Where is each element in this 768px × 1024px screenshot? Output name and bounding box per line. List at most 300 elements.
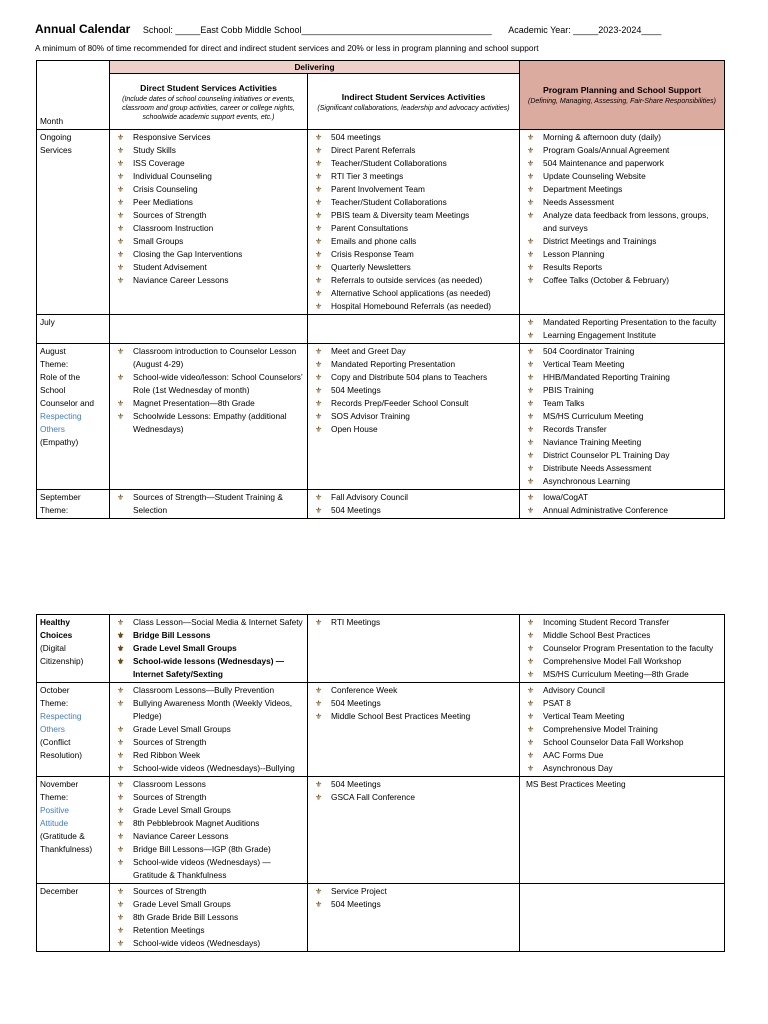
list-item (523, 462, 721, 475)
month-label-line: July (40, 317, 55, 327)
month-label-line: Attitude (40, 818, 69, 828)
list-item (113, 804, 304, 817)
page-title: Annual Calendar (35, 22, 131, 36)
list-item-text: School-wide lessons (Wednesdays) —Internet Safety/Sexting (133, 656, 285, 679)
list-item-text: Vertical Team Meeting (543, 711, 625, 721)
bullet-icon: ⚜ (117, 793, 125, 802)
month-label-line: December (40, 886, 79, 896)
indirect-cell (308, 683, 520, 777)
bullet-icon: ⚜ (315, 793, 323, 802)
bullet-icon: ⚜ (527, 477, 535, 486)
bullet-icon: ⚜ (527, 250, 535, 259)
list-item-text: Naviance Career Lessons (133, 275, 229, 285)
list-item-text: 504 Coordinator Training (543, 346, 635, 356)
bullet-icon: ⚜ (315, 399, 323, 408)
list-item-text: Lesson Planning (543, 249, 605, 259)
list-item-text: School-wide videos (Wednesdays)--Bullying (133, 763, 295, 773)
bullet-icon: ⚜ (527, 386, 535, 395)
bullet-icon: ⚜ (527, 373, 535, 382)
activity-list (523, 345, 721, 488)
list-item (523, 345, 721, 358)
list-item (311, 345, 516, 358)
list-item-text: Crisis Response Team (331, 249, 414, 259)
bullet-icon: ⚜ (527, 412, 535, 421)
indirect-subtitle: (Significant collaborations, leadership and advocacy activities) (317, 104, 510, 112)
direct-cell (110, 130, 308, 315)
month-label-line: October (40, 685, 70, 695)
bullet-icon: ⚜ (315, 780, 323, 789)
list-item-text: Grade Level Small Groups (133, 724, 231, 734)
month-label-line: (Conflict (40, 737, 71, 747)
bullet-icon: ⚜ (117, 276, 125, 285)
bullet-icon: ⚜ (527, 318, 535, 327)
bullet-icon: ⚜ (315, 887, 323, 896)
month-label-line: School (40, 385, 66, 395)
table-row (37, 683, 725, 777)
pp-plain-text: MS Best Practices Meeting (526, 779, 626, 789)
list-item-text: Naviance Training Meeting (543, 437, 642, 447)
list-item (113, 261, 304, 274)
bullet-icon: ⚜ (117, 764, 125, 773)
activity-list (113, 345, 304, 436)
month-label-line: Resolution) (40, 750, 82, 760)
direct-cell (110, 683, 308, 777)
list-item (311, 791, 516, 804)
table-row (37, 490, 725, 519)
list-item (523, 655, 721, 668)
bullet-icon: ⚜ (117, 738, 125, 747)
bullet-icon: ⚜ (117, 858, 125, 867)
pp-subtitle: (Defining, Managing, Assessing, Fair-Share Responsibilities) (528, 98, 716, 105)
bullet-icon: ⚜ (527, 618, 535, 627)
list-item (113, 817, 304, 830)
bullet-icon: ⚜ (527, 725, 535, 734)
bullet-icon: ⚜ (117, 347, 125, 356)
list-item-text: Parent Consultations (331, 223, 409, 233)
bullet-icon: ⚜ (315, 618, 323, 627)
list-item-text: Copy and Distribute 504 plans to Teachers (331, 372, 488, 382)
activity-list (311, 885, 516, 911)
bullet-icon: ⚜ (527, 399, 535, 408)
list-item-text: Grade Level Small Groups (133, 643, 237, 653)
direct-cell (110, 884, 308, 952)
month-label-line: Citizenship) (40, 656, 84, 666)
year-label: Academic Year: _____ (508, 25, 599, 35)
list-item-text: Naviance Career Lessons (133, 831, 229, 841)
bullet-icon: ⚜ (117, 686, 125, 695)
list-item (311, 885, 516, 898)
list-item (523, 131, 721, 144)
list-item (311, 423, 516, 436)
direct-title: Direct Student Services Activities (140, 82, 277, 93)
bullet-icon: ⚜ (315, 699, 323, 708)
program-planning-header (520, 61, 725, 130)
list-item (113, 778, 304, 791)
list-item (523, 749, 721, 762)
list-item (523, 642, 721, 655)
bullet-icon: ⚜ (315, 172, 323, 181)
bullet-icon: ⚜ (527, 360, 535, 369)
indirect-cell (308, 130, 520, 315)
calendar-table-1 (36, 60, 725, 519)
school-value: East Cobb Middle School (200, 25, 302, 35)
list-item (523, 710, 721, 723)
list-item-text: Sources of Strength—Student Training & Selection (133, 492, 283, 515)
list-item (523, 504, 721, 517)
list-item (523, 762, 721, 775)
list-item-text: Mandated Reporting Presentation (331, 359, 456, 369)
list-item (311, 616, 516, 629)
list-item-text: Asynchronous Day (543, 763, 613, 773)
list-item (311, 170, 516, 183)
bullet-icon: ⚜ (117, 172, 125, 181)
list-item (113, 856, 304, 882)
list-item (523, 170, 721, 183)
list-item-text: Retention Meetings (133, 925, 205, 935)
bullet-icon: ⚜ (117, 657, 125, 666)
list-item (311, 684, 516, 697)
bullet-icon: ⚜ (117, 146, 125, 155)
bullet-icon: ⚜ (117, 751, 125, 760)
month-label-line: Ongoing (40, 132, 72, 142)
month-label-line: (Empathy) (40, 437, 79, 447)
month-label-line: Respecting (40, 411, 82, 421)
school-label: School: _____ (142, 25, 201, 35)
bullet-icon: ⚜ (117, 699, 125, 708)
bullet-icon: ⚜ (315, 373, 323, 382)
list-item-text: PSAT 8 (543, 698, 571, 708)
month-label-line: Services (40, 145, 72, 155)
activity-list (311, 491, 516, 517)
bullet-icon: ⚜ (117, 250, 125, 259)
list-item (113, 629, 304, 642)
table-row (37, 615, 725, 683)
bullet-icon: ⚜ (117, 845, 125, 854)
bullet-icon: ⚜ (315, 237, 323, 246)
bullet-icon: ⚜ (527, 506, 535, 515)
bullet-icon: ⚜ (527, 133, 535, 142)
bullet-icon: ⚜ (527, 263, 535, 272)
list-item-text: Records Prep/Feeder School Consult (331, 398, 469, 408)
list-item-text: Peer Mediations (133, 197, 193, 207)
bullet-icon: ⚜ (315, 900, 323, 909)
list-item (311, 491, 516, 504)
delivering-header: Delivering (110, 61, 520, 74)
bullet-icon: ⚜ (117, 939, 125, 948)
list-item (311, 235, 516, 248)
list-item (311, 248, 516, 261)
table-row (37, 344, 725, 490)
list-item-text: Individual Counseling (133, 171, 212, 181)
list-item-text: Schoolwide Lessons: Empathy (additional Wednesdays) (133, 411, 287, 434)
list-item (113, 410, 304, 436)
list-item (113, 274, 304, 287)
list-item (113, 131, 304, 144)
bullet-icon: ⚜ (117, 618, 125, 627)
list-item (523, 697, 721, 710)
bullet-icon: ⚜ (315, 289, 323, 298)
table-row (37, 777, 725, 884)
list-item (523, 248, 721, 261)
list-item (523, 235, 721, 248)
list-item-text: School-wide videos (Wednesdays) —Gratitude & Thankfulness (133, 857, 271, 880)
list-item (113, 736, 304, 749)
indirect-cell (308, 777, 520, 884)
bullet-icon: ⚜ (117, 185, 125, 194)
bullet-icon: ⚜ (315, 211, 323, 220)
bullet-icon: ⚜ (117, 211, 125, 220)
list-item-text: Results Reports (543, 262, 603, 272)
table-row (37, 884, 725, 952)
list-item (113, 183, 304, 196)
month-label-line: (Digital (40, 643, 66, 653)
activity-list (113, 778, 304, 882)
activity-list (523, 131, 721, 287)
bullet-icon: ⚜ (315, 263, 323, 272)
program-planning-cell (520, 130, 725, 315)
list-item (523, 723, 721, 736)
bullet-icon: ⚜ (117, 832, 125, 841)
month-cell (37, 344, 110, 490)
list-item-text: 504 Meetings (331, 779, 381, 789)
bullet-icon: ⚜ (117, 263, 125, 272)
month-label-line: Theme: (40, 359, 69, 369)
list-item-text: Hospital Homebound Referrals (as needed) (331, 301, 492, 311)
list-item-text: Class Lesson—Social Media & Internet Safety (133, 617, 303, 627)
month-label-line: Role of the (40, 372, 81, 382)
list-item (523, 371, 721, 384)
list-item (113, 723, 304, 736)
list-item (523, 384, 721, 397)
list-item-text: Meet and Greet Day (331, 346, 406, 356)
direct-subtitle: (Include dates of school counseling initiatives or events, classroom and group activities, career or college nights, schoolwide academic support events, etc.) (122, 95, 295, 121)
program-planning-cell (520, 884, 725, 952)
list-item (113, 642, 304, 655)
list-item (113, 791, 304, 804)
activity-list (311, 345, 516, 436)
direct-services-header (110, 74, 308, 130)
list-item (523, 684, 721, 697)
list-item-text: Grade Level Small Groups (133, 899, 231, 909)
activity-list (113, 131, 304, 287)
list-item-text: Bridge Bill Lessons—IGP (8th Grade) (133, 844, 271, 854)
bullet-icon: ⚜ (117, 780, 125, 789)
list-item (311, 196, 516, 209)
bullet-icon: ⚜ (117, 631, 125, 640)
table-row (37, 130, 725, 315)
bullet-icon: ⚜ (527, 425, 535, 434)
list-item-text: Sources of Strength (133, 886, 207, 896)
list-item-text: Incoming Student Record Transfer (543, 617, 670, 627)
list-item-text: Update Counseling Website (543, 171, 646, 181)
bullet-icon: ⚜ (315, 224, 323, 233)
list-item (523, 491, 721, 504)
list-item-text: Student Advisement (133, 262, 207, 272)
month-label-line: Respecting (40, 711, 82, 721)
direct-cell (110, 315, 308, 344)
bullet-icon: ⚜ (527, 631, 535, 640)
list-item (311, 371, 516, 384)
month-label-line: Others (40, 424, 65, 434)
list-item-text: Sources of Strength (133, 737, 207, 747)
bullet-icon: ⚜ (527, 159, 535, 168)
list-item-text: Mandated Reporting Presentation to the faculty (543, 317, 717, 327)
list-item (113, 911, 304, 924)
list-item (113, 371, 304, 397)
list-item-text: Classroom introduction to Counselor Lesson (August 4-29) (133, 346, 297, 369)
list-item (523, 329, 721, 342)
bullet-icon: ⚜ (527, 670, 535, 679)
list-item-text: RTI Tier 3 meetings (331, 171, 404, 181)
bullet-icon: ⚜ (315, 712, 323, 721)
bullet-icon: ⚜ (527, 347, 535, 356)
year-value: 2023-2024 (598, 25, 642, 35)
activity-list (311, 684, 516, 723)
list-item (523, 144, 721, 157)
list-item-text: Fall Advisory Council (331, 492, 409, 502)
list-item (523, 423, 721, 436)
bullet-icon: ⚜ (315, 146, 323, 155)
list-item-text: Referrals to outside services (as needed) (331, 275, 483, 285)
month-label-line: Theme: (40, 792, 69, 802)
month-label-line: September (40, 492, 81, 502)
activity-list (113, 684, 304, 775)
program-planning-cell (520, 315, 725, 344)
list-item (113, 209, 304, 222)
month-column-header: Month (37, 61, 110, 130)
list-item (113, 749, 304, 762)
bullet-icon: ⚜ (527, 644, 535, 653)
activity-list (523, 684, 721, 775)
bullet-icon: ⚜ (315, 386, 323, 395)
month-cell (37, 777, 110, 884)
list-item (311, 261, 516, 274)
bullet-icon: ⚜ (527, 699, 535, 708)
list-item (311, 144, 516, 157)
list-item-text: School-wide video/lesson: School Counselors’ Role (1st Wednesday of month) (133, 372, 303, 395)
list-item (113, 937, 304, 950)
indirect-services-header (308, 74, 520, 130)
calendar-table-2 (36, 614, 725, 952)
bullet-icon: ⚜ (117, 887, 125, 896)
bullet-icon: ⚜ (527, 686, 535, 695)
list-item-text: Records Transfer (543, 424, 607, 434)
bullet-icon: ⚜ (315, 347, 323, 356)
activity-list (113, 491, 304, 517)
month-cell (37, 490, 110, 519)
month-label-line: Others (40, 724, 65, 734)
month-cell (37, 615, 110, 683)
list-item-text: Small Groups (133, 236, 184, 246)
time-allocation-note: A minimum of 80% of time recommended for direct and indirect student services and 20% or less in program planning and school support (35, 43, 539, 53)
list-item (113, 345, 304, 371)
list-item-text: Classroom Instruction (133, 223, 214, 233)
activity-list (311, 778, 516, 804)
list-item-text: District Counselor PL Training Day (543, 450, 670, 460)
calendar-header (35, 22, 735, 36)
list-item (113, 762, 304, 775)
bullet-icon: ⚜ (117, 412, 125, 421)
bullet-icon: ⚜ (315, 250, 323, 259)
bullet-icon: ⚜ (315, 493, 323, 502)
list-item-text: Red Ribbon Week (133, 750, 201, 760)
list-item (113, 222, 304, 235)
month-label-line: (Gratitude & (40, 831, 85, 841)
list-item (523, 616, 721, 629)
program-planning-cell (520, 490, 725, 519)
list-item (311, 209, 516, 222)
indirect-title: Indirect Student Services Activities (341, 91, 486, 102)
month-label-line: Thankfulness) (40, 844, 93, 854)
list-item-text: Classroom Lessons—Bully Prevention (133, 685, 275, 695)
list-item-text: Analyze data feedback from lessons, groups, and surveys (543, 210, 709, 233)
month-cell (37, 683, 110, 777)
bullet-icon: ⚜ (315, 133, 323, 142)
list-item-text: Counselor Program Presentation to the faculty (543, 643, 714, 653)
indirect-cell (308, 884, 520, 952)
list-item-text: Coffee Talks (October & February) (543, 275, 670, 285)
list-item-text: Grade Level Small Groups (133, 805, 231, 815)
list-item-text: Comprehensive Model Fall Workshop (543, 656, 682, 666)
list-item (311, 397, 516, 410)
bullet-icon: ⚜ (527, 764, 535, 773)
list-item-text: Open House (331, 424, 378, 434)
list-item-text: Service Project (331, 886, 387, 896)
bullet-icon: ⚜ (117, 913, 125, 922)
list-item-text: Teacher/Student Collaborations (331, 197, 447, 207)
list-item (311, 697, 516, 710)
list-item (311, 504, 516, 517)
bullet-icon: ⚜ (527, 657, 535, 666)
bullet-icon: ⚜ (527, 451, 535, 460)
list-item (311, 183, 516, 196)
list-item-text: Conference Week (331, 685, 398, 695)
list-item-text: HHB/Mandated Reporting Training (543, 372, 670, 382)
month-label-line: November (40, 779, 79, 789)
bullet-icon: ⚜ (315, 159, 323, 168)
bullet-icon: ⚜ (527, 493, 535, 502)
list-item-text: Bridge Bill Lessons (133, 630, 211, 640)
bullet-icon: ⚜ (315, 276, 323, 285)
direct-cell (110, 344, 308, 490)
list-item-text: 504 Meetings (331, 385, 381, 395)
list-item (523, 449, 721, 462)
list-item (113, 248, 304, 261)
list-item (523, 668, 721, 681)
activity-list (523, 616, 721, 681)
list-item-text: Magnet Presentation—8th Grade (133, 398, 255, 408)
month-label-line: Theme: (40, 698, 69, 708)
list-item-text: Team Talks (543, 398, 585, 408)
list-item (113, 697, 304, 723)
bullet-icon: ⚜ (527, 172, 535, 181)
school-line: ______________________________________ (301, 25, 492, 35)
list-item-text: Learning Engagement Institute (543, 330, 657, 340)
bullet-icon: ⚜ (527, 331, 535, 340)
list-item (523, 410, 721, 423)
direct-cell (110, 490, 308, 519)
list-item-text: Department Meetings (543, 184, 623, 194)
list-item (113, 157, 304, 170)
list-item-text: 504 Maintenance and paperwork (543, 158, 664, 168)
list-item (523, 157, 721, 170)
activity-list (523, 491, 721, 517)
indirect-cell (308, 490, 520, 519)
list-item-text: Study Skills (133, 145, 176, 155)
list-item-text: Responsive Services (133, 132, 211, 142)
list-item-text: Vertical Team Meeting (543, 359, 625, 369)
list-item (113, 491, 304, 517)
